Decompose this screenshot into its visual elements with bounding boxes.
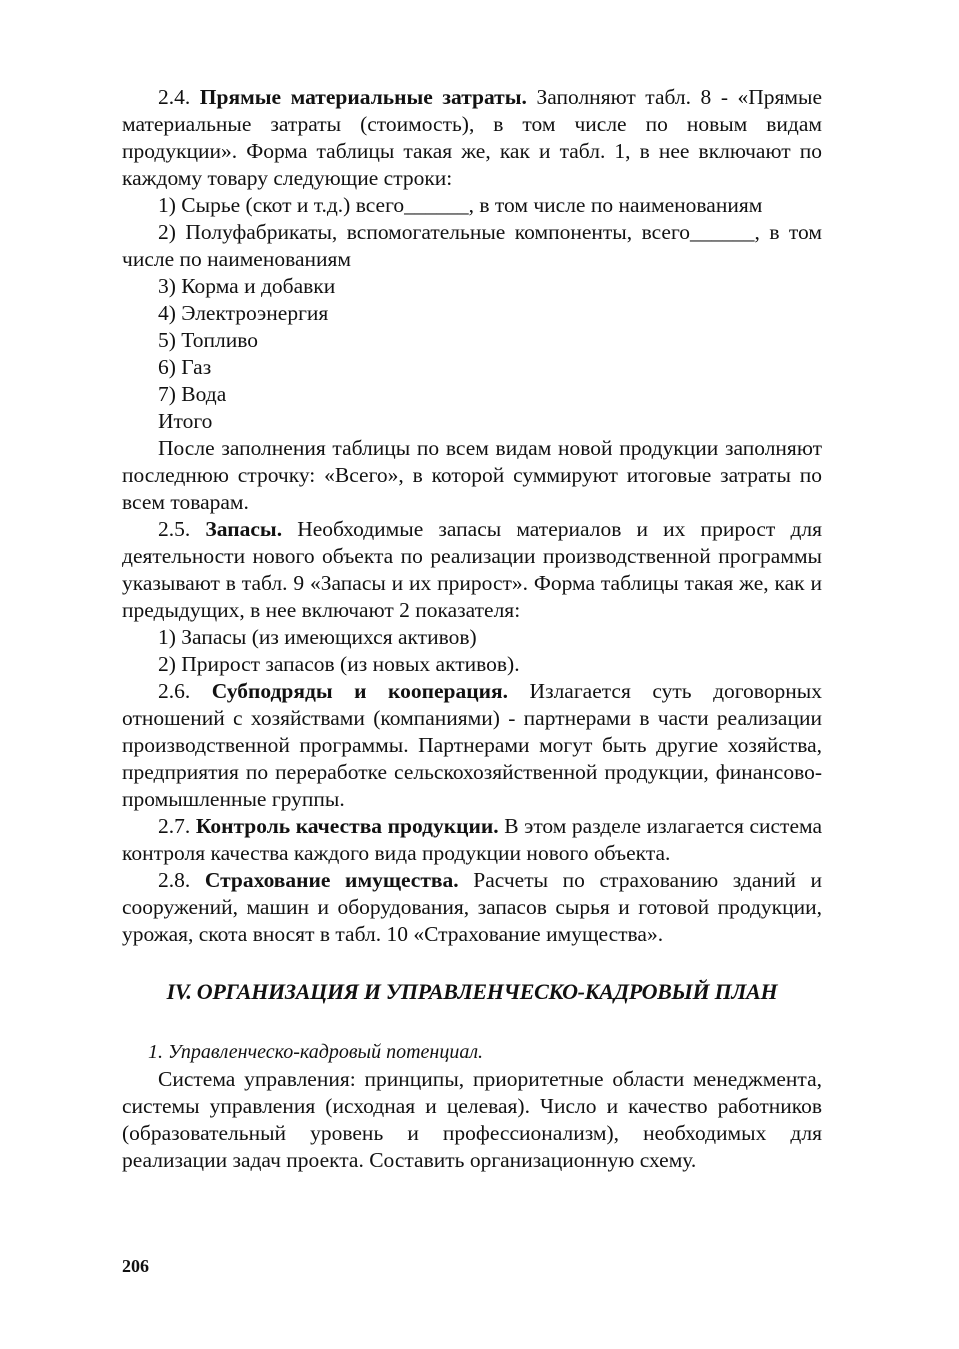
list-item: 7) Вода bbox=[158, 382, 227, 406]
item-title: Прямые материальные затраты. bbox=[199, 85, 527, 109]
section-heading: IV. ОРГАНИЗАЦИЯ И УПРАВЛЕНЧЕСКО-КАДРОВЫЙ ПЛАН bbox=[166, 979, 778, 1004]
paragraph-2-7 bbox=[122, 813, 822, 867]
list-item: 1) Сырье (скот и т.д.) всего______, в том числе по наименованиям bbox=[158, 193, 763, 217]
paragraph-after-list: После заполнения таблицы по всем видам новой продукции заполняют последнюю строчку: «Всего», в которой суммируют итоговые затраты по всем товарам. bbox=[122, 436, 822, 514]
page-body bbox=[122, 84, 822, 1174]
item-text: В этом разделе излагается система контроля качества каждого вида продукции нового объекта. bbox=[122, 814, 822, 865]
list-item: 2) Полуфабрикаты, вспомогательные компоненты, всего______, в том числе по наименованиям bbox=[122, 220, 822, 271]
paragraph-2-5 bbox=[122, 516, 822, 624]
item-title: Контроль качества продукции. bbox=[195, 814, 499, 838]
item-text: Заполняют табл. 8 - «Прямые материальные затраты (стоимость), в том числе по новым видам продукции». Форма таблицы такая же, как и табл. 1, в нее включают по каждому товару следующие строки: bbox=[122, 85, 823, 190]
item-text: Расчеты по страхованию зданий и сооружений, машин и оборудования, запасов сырья и готовой продукции, урожая, скота вносят в табл. 10 «Страхование имущества». bbox=[122, 868, 822, 946]
item-title: Запасы. bbox=[205, 517, 283, 541]
paragraph-2-8 bbox=[122, 867, 822, 948]
list-item: 2) Прирост запасов (из новых активов). bbox=[158, 652, 520, 676]
subsection-heading: 1. Управленческо-кадровый потенциал. bbox=[148, 1041, 484, 1063]
paragraph-management: Система управления: принципы, приоритетные области менеджмента, системы управления (исходная и целевая). Число и качество работников (образовательный уровень и профессионализм), необходимых для реализации задач проекта. Составить организационную схему. bbox=[122, 1067, 822, 1172]
item-text: Необходимые запасы материалов и их прирост для деятельности нового объекта по реализации производственной программы указывают в табл. 9 «Запасы и их прирост». Форма таблицы такая же, как и предыдущих, в нее включают 2 показателя: bbox=[122, 517, 823, 622]
item-text: Излагается суть договорных отношений с хозяйствами (компаниями) - партнерами в части реализации производственной программы. Партнерами могут быть другие хозяйства, предприятия по переработке сельскохозяйственной продукции, финансово-промышленные группы. bbox=[122, 679, 822, 811]
item-title: Страхование имущества. bbox=[204, 868, 459, 892]
list-item: 3) Корма и добавки bbox=[158, 274, 336, 298]
list-item: 4) Электроэнергия bbox=[158, 301, 329, 325]
item-title: Субподряды и кооперация. bbox=[211, 679, 509, 703]
paragraph-2-6 bbox=[122, 678, 822, 813]
list-item: 6) Газ bbox=[158, 355, 212, 379]
page-number: 206 bbox=[122, 1256, 149, 1276]
list-item: 1) Запасы (из имеющихся активов) bbox=[158, 625, 477, 649]
paragraph-2-4 bbox=[122, 84, 822, 192]
item-number: 2.6. bbox=[158, 679, 191, 703]
list-item: Итого bbox=[158, 409, 213, 433]
item-number: 2.7. bbox=[158, 814, 191, 838]
item-number: 2.4. bbox=[158, 85, 191, 109]
item-number: 2.5. bbox=[158, 517, 191, 541]
item-number: 2.8. bbox=[158, 868, 191, 892]
list-item: 5) Топливо bbox=[158, 328, 259, 352]
